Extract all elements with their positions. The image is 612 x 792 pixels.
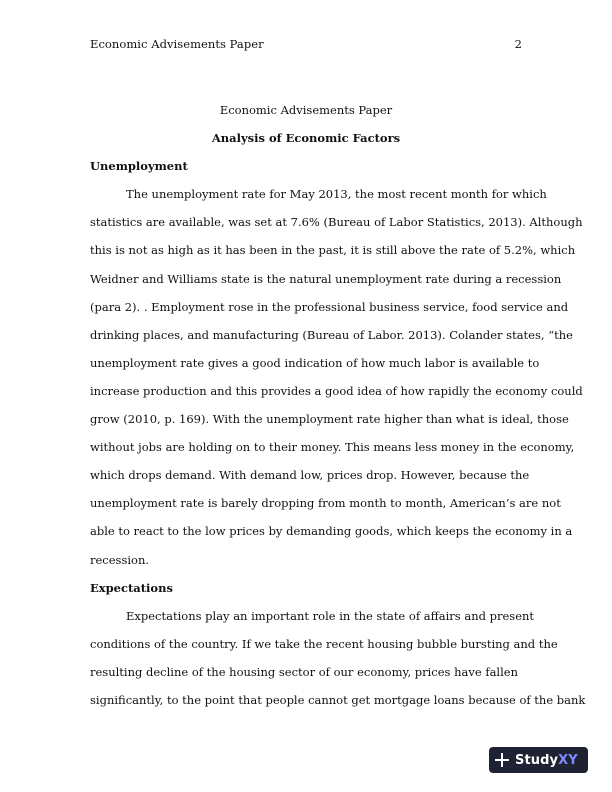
paragraph-line: unemployment rate gives a good indication of how much labor is available to (90, 355, 540, 370)
paragraph-line: The unemployment rate for May 2013, the most recent month for which (126, 187, 547, 202)
paragraph-line: able to react to the low prices by demanding goods, which keeps the economy in a (90, 524, 573, 539)
paragraph-line: resulting decline of the housing sector of our economy, prices have fallen (90, 664, 518, 679)
paragraph-line: significantly, to the point that people cannot get mortgage loans because of the bank (90, 692, 586, 707)
plus-icon (495, 753, 509, 767)
paragraph-line: recession. (90, 552, 150, 567)
page-number: 2 (514, 37, 522, 51)
paragraph-line: increase production and this provides a good idea of how rapidly the economy could (90, 383, 583, 398)
document-body (90, 96, 586, 714)
document-subtitle: Analysis of Economic Factors (211, 131, 401, 146)
paragraph-line: Weidner and Williams state is the natural unemployment rate during a recession (90, 271, 562, 286)
paragraph-line: this is not as high as it has been in the past, it is still above the rate of 5.2%, which (90, 243, 576, 258)
logo-wordmark-main: Study (515, 752, 559, 768)
paragraph-line: drinking places, and manufacturing (Bureau of Labor. 2013). Colander states, “the (90, 327, 573, 342)
studyxy-watermark-logo (489, 747, 588, 773)
paragraph-expectations (90, 602, 586, 714)
logo-wordmark (515, 753, 578, 768)
section-heading-expectations: Expectations (90, 580, 173, 595)
paragraph-line: statistics are available, was set at 7.6% (Bureau of Labor Statistics, 2013). Although (90, 215, 583, 230)
paragraph-line: conditions of the country. If we take the recent housing bubble bursting and the (90, 636, 558, 651)
logo-wordmark-accent: XY (558, 752, 578, 768)
paragraph-unemployment (90, 180, 583, 573)
paragraph-line: grow (2010, p. 169). With the unemployment rate higher than what is ideal, those (90, 412, 569, 427)
document-title: Economic Advisements Paper (219, 103, 393, 117)
paragraph-line: Expectations play an important role in the state of affairs and present (126, 608, 535, 623)
paragraph-line: without jobs are holding on to their money. This means less money in the economy, (90, 440, 575, 455)
running-head: Economic Advisements Paper (90, 37, 264, 51)
paragraph-line: unemployment rate is barely dropping from month to month, American’s are not (90, 496, 561, 511)
paragraph-line: (para 2). . Employment rose in the professional business service, food service and (90, 299, 569, 314)
paragraph-line: which drops demand. With demand low, prices drop. However, because the (90, 468, 530, 483)
section-heading-unemployment: Unemployment (90, 159, 188, 174)
